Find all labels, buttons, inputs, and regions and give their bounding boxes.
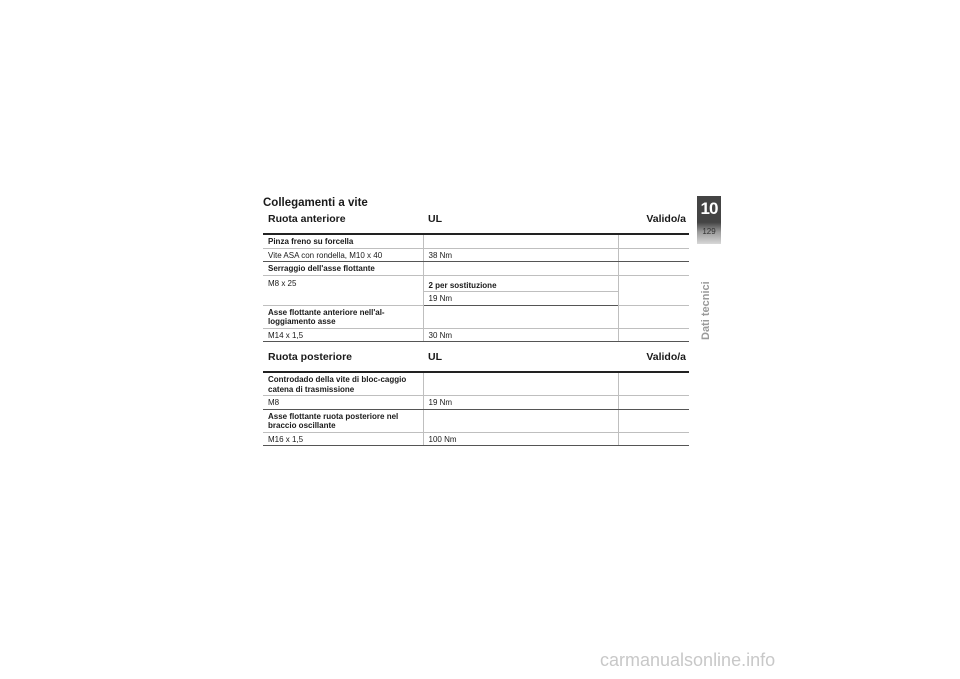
- cell-ul: 19 Nm: [423, 396, 618, 410]
- table-row: [263, 234, 689, 248]
- cell-component: M14 x 1,5: [263, 328, 423, 342]
- header-valid: Valido/a: [618, 211, 689, 234]
- cell-component: Asse flottante anteriore nell'al-loggiamento asse: [263, 305, 423, 328]
- chapter-number: 10: [700, 199, 718, 218]
- cell-valid: [618, 248, 689, 262]
- table-row: [263, 275, 689, 292]
- section-title: Collegamenti a vite: [263, 197, 368, 209]
- cell-ul: [423, 234, 618, 248]
- table-row: [263, 372, 689, 396]
- rear-wheel-table: [263, 349, 689, 446]
- cell-valid: [618, 305, 689, 328]
- cell-valid: [618, 328, 689, 342]
- cell-valid: [618, 432, 689, 446]
- header-valid: Valido/a: [618, 349, 689, 372]
- cell-ul: [423, 262, 618, 276]
- cell-ul: [423, 305, 618, 328]
- cell-valid: [618, 409, 689, 432]
- cell-component: Asse flottante ruota posteriore nel braccio oscillante: [263, 409, 423, 432]
- cell-component: M8: [263, 396, 423, 410]
- cell-ul: 100 Nm: [423, 432, 618, 446]
- table-row: [263, 396, 689, 410]
- cell-component: M16 x 1,5: [263, 432, 423, 446]
- header-ul: UL: [423, 211, 618, 234]
- front-wheel-table: [263, 211, 689, 342]
- cell-valid: [618, 396, 689, 410]
- cell-ul: 2 per sostituzione: [423, 275, 618, 292]
- cell-ul: 38 Nm: [423, 248, 618, 262]
- cell-component: Pinza freno su forcella: [263, 234, 423, 248]
- table-row: [263, 305, 689, 328]
- table-header: [263, 349, 689, 372]
- header-ul: UL: [423, 349, 618, 372]
- cell-valid: [618, 234, 689, 248]
- header-component: Ruota anteriore: [263, 211, 423, 234]
- header-component: Ruota posteriore: [263, 349, 423, 372]
- cell-ul: [423, 372, 618, 396]
- cell-component: Vite ASA con rondella, M10 x 40: [263, 248, 423, 262]
- page-number: 129: [702, 227, 716, 236]
- cell-ul: 19 Nm: [423, 292, 618, 306]
- chapter-side-label: Dati tecnici: [700, 281, 712, 340]
- cell-ul: 30 Nm: [423, 328, 618, 342]
- table-row: [263, 409, 689, 432]
- table-row: [263, 248, 689, 262]
- table-row: [263, 262, 689, 276]
- table-header: [263, 211, 689, 234]
- cell-valid: [618, 372, 689, 396]
- cell-component: Controdado della vite di bloc-caggio catena di trasmissione: [263, 372, 423, 396]
- cell-ul: [423, 409, 618, 432]
- cell-component: Serraggio dell'asse flottante: [263, 262, 423, 276]
- cell-valid: [618, 262, 689, 276]
- table-row: [263, 432, 689, 446]
- cell-component: M8 x 25: [263, 275, 423, 305]
- table-row: [263, 328, 689, 342]
- cell-valid: [618, 275, 689, 305]
- watermark: carmanualsonline.info: [600, 650, 776, 670]
